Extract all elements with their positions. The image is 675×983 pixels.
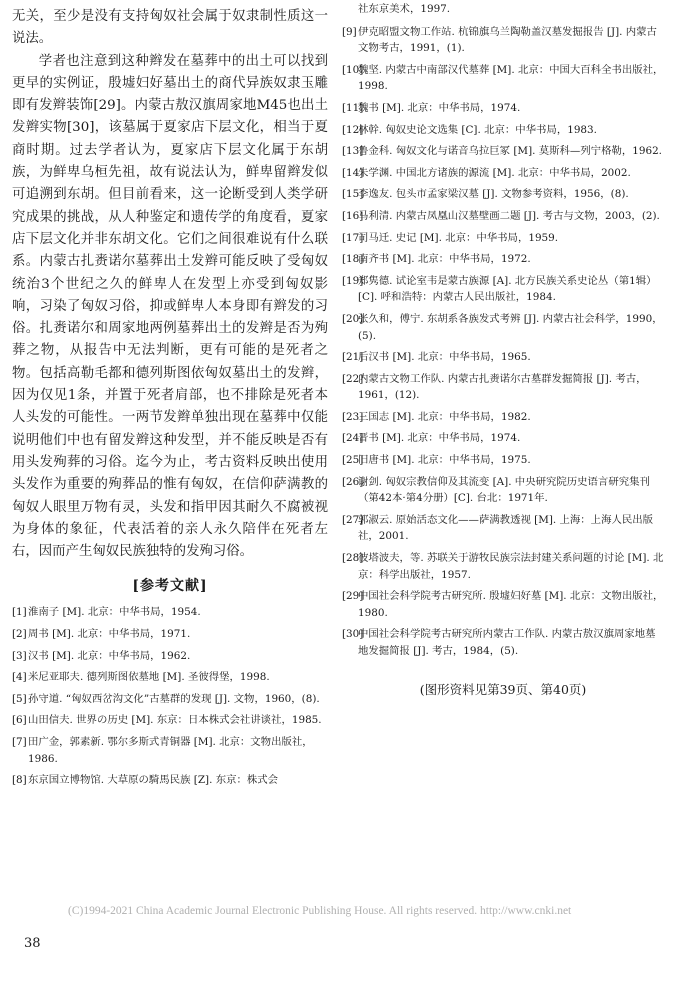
reference-item bbox=[12, 626, 328, 643]
reference-number: [4] bbox=[12, 671, 27, 684]
reference-number: [26] bbox=[342, 475, 364, 488]
reference-list-right bbox=[342, 24, 664, 660]
reference-item bbox=[342, 251, 664, 268]
reference-item bbox=[12, 648, 328, 665]
reference-item bbox=[342, 430, 664, 447]
reference-item bbox=[342, 208, 664, 225]
reference-text: 张久和，傅宁. 东胡系各族发式考辨 [J]. 内蒙古社会科学，1990，(5). bbox=[358, 312, 663, 342]
reference-item bbox=[12, 734, 328, 767]
right-column bbox=[342, 0, 664, 698]
reference-number: [7] bbox=[12, 735, 27, 748]
reference-text: 彼塔波夫，等. 苏联关于游牧民族宗法封建关系问题的讨论 [M]. 北京：科学出版社，1957. bbox=[358, 552, 664, 581]
reference-text: 中国社会科学院考古研究所. 殷墟妇好墓 [M]. 北京：文物出版社，1980. bbox=[358, 590, 664, 619]
reference-item bbox=[342, 550, 664, 583]
reference-number: [10] bbox=[342, 63, 364, 76]
reference-item bbox=[342, 122, 664, 139]
reference-item bbox=[12, 691, 328, 708]
reference-number: [19] bbox=[342, 274, 364, 287]
reference-item bbox=[12, 669, 328, 686]
reference-text: 东京国立博物馆. 大草原の騎馬民族 [Z]. 东京：株式会 bbox=[28, 774, 279, 787]
reference-text: 魏书 [M]. 北京：中华书局，1974. bbox=[358, 101, 521, 114]
reference-text: 孙守道. “匈奴西岔沟文化”古墓群的发现 [J]. 文物，1960，(8). bbox=[28, 692, 320, 705]
reference-item bbox=[12, 712, 328, 729]
reference-number: [15] bbox=[342, 188, 364, 201]
reference-number: [18] bbox=[342, 253, 364, 266]
reference-text: 晋书 [M]. 北京：中华书局，1974. bbox=[358, 432, 521, 445]
left-column bbox=[12, 0, 328, 794]
reference-text: 田广金，郭素新. 鄂尔多斯式青铜器 [M]. 北京：文物出版社，1986. bbox=[28, 735, 313, 765]
reference-number: [25] bbox=[342, 454, 364, 467]
reference-item bbox=[342, 626, 664, 659]
reference-number: [14] bbox=[342, 166, 364, 179]
figure-note: (图形资料见第39页、第40页) bbox=[419, 681, 587, 697]
reference-text: 汉书 [M]. 北京：中华书局，1962. bbox=[28, 649, 191, 662]
copyright-watermark: (C)1994-2021 China Academic Journal Electronic Publishing House. All rights reserved. http://www.cnki.net bbox=[68, 905, 572, 917]
reference-number: [20] bbox=[342, 312, 364, 325]
reference-item bbox=[342, 165, 664, 182]
reference-number: [1] bbox=[12, 606, 27, 619]
reference-text: 李逸友. 包头市孟家梁汉墓 [J]. 文物参考资料，1956，(8). bbox=[358, 188, 629, 201]
reference-item bbox=[342, 512, 664, 545]
reference-text: 旧唐书 [M]. 北京：中华书局，1975. bbox=[358, 454, 531, 467]
reference-number: [12] bbox=[342, 123, 364, 136]
reference-text: 马利清. 内蒙古凤凰山汉墓壁画二题 [J]. 考古与文物，2003，(2). bbox=[358, 209, 660, 222]
reference-number: [16] bbox=[342, 209, 364, 222]
reference-item bbox=[342, 273, 664, 306]
reference-item bbox=[12, 772, 328, 789]
reference-item bbox=[342, 230, 664, 247]
body-paragraph: 学者也注意到这种辫发在墓葬中的出土可以找到更早的实例证，殷墟妇好墓出土的商代异族奴隶玉雕即有发辫装饰[29]。内蒙古敖汉旗周家地M45也出土发辫实物[30]，该墓属于夏家店下层文化，相当于夏商时期。过去学者认为，夏家店下层文化属于东胡族，为鲜卑乌桓先祖，故有说法认为，鲜卑留辫发似可追溯到东胡。但目前看来，这一论断受到人类学研究成果的挑战，从人种鉴定和遗传学的角度看，夏家店下层文化并非东胡文化。它们之间很难说有什么联系。内蒙古扎赉诺尔墓葬出土发辫可能反映了受匈奴统治3个世纪之久的鲜卑人在发型上亦受到匈奴影响，习染了匈奴习俗，抑或鲜卑人本身即有辫发的习俗。扎赉诺尔和周家地两例墓葬出土的发辫是否为殉葬之物，从报告中无法判断，更有可能的是死者之物。包括高勒毛都和德列斯图依匈奴墓出土的发辫，因为仅见1条，并置于死者肩部，也不排除是死者本人头发的可能性。一两节发辫单独出现在墓葬中仅能说明他们中也有留发辫这种发型，并不能反映是否有用头发殉葬的习俗。迄今为止，考古资料反映出使用头发作为重要的殉葬品的惟有匈奴，在信仰萨满教的匈奴人眼里万物有灵，头发和指甲因其耐久不腐被视为身体的象征，代表活着的亲人永久陪伴在死者左右，因而产生匈奴民族独特的发殉习俗。 bbox=[12, 53, 328, 560]
reference-item bbox=[342, 186, 664, 203]
article-body bbox=[12, 6, 328, 563]
reference-number: [23] bbox=[342, 410, 364, 423]
reference-item bbox=[342, 452, 664, 469]
reference-number: [29] bbox=[342, 590, 364, 603]
reference-number: [22] bbox=[342, 372, 364, 385]
reference-item bbox=[342, 143, 664, 160]
reference-text: 魏坚. 内蒙古中南部汉代墓葬 [M]. 北京：中国大百科全书出版社，1998. bbox=[358, 63, 664, 93]
reference-list-left bbox=[12, 604, 328, 788]
page-number: 38 bbox=[24, 936, 41, 951]
reference-text: 淮南子 [M]. 北京：中华书局，1954. bbox=[28, 606, 201, 619]
reference-item bbox=[342, 371, 664, 404]
reference-item bbox=[342, 349, 664, 366]
reference-item bbox=[342, 100, 664, 117]
reference-number: [6] bbox=[12, 714, 27, 727]
reference-text: 伊克昭盟文物工作站. 杭锦旗乌兰陶勒盖汉墓发掘报告 [J]. 内蒙古文物考古，1991，(1). bbox=[358, 25, 657, 55]
reference-item bbox=[342, 409, 664, 426]
reference-number: [9] bbox=[342, 25, 357, 38]
reference-text: 中国社会科学院考古研究所内蒙古工作队. 内蒙古敖汉旗周家地墓地发掘简报 [J]. 考古，1984，(5). bbox=[358, 628, 656, 657]
reference-item bbox=[342, 311, 664, 344]
reference-number: [30] bbox=[342, 628, 364, 641]
reference-item bbox=[12, 604, 328, 621]
reference-text: 鲁金科. 匈奴文化与诺音乌拉巨冢 [M]. 莫斯科—列宁格勒，1962. bbox=[358, 145, 662, 158]
reference-item bbox=[342, 24, 664, 57]
reference-text: 司马迁. 史记 [M]. 北京：中华书局，1959. bbox=[358, 231, 559, 244]
reference-number: [3] bbox=[12, 649, 27, 662]
reference-text: 郭淑云. 原始活态文化——萨满教透视 [M]. 上海：上海人民出版社，2001. bbox=[358, 513, 654, 543]
reference-number: [21] bbox=[342, 351, 364, 364]
reference-item bbox=[342, 62, 664, 95]
reference-number: [5] bbox=[12, 692, 27, 705]
reference-text: 南齐书 [M]. 北京：中华书局，1972. bbox=[358, 253, 531, 266]
reference-text: 谢剑. 匈奴宗教信仰及其流变 [A]. 中央研究院历史语言研究集刊（第42本·第4分册）[C]. 台北：1971年. bbox=[358, 475, 650, 505]
reference-number: [11] bbox=[342, 101, 364, 114]
references-heading: [参考文献] bbox=[132, 578, 208, 595]
reference-text: 周书 [M]. 北京：中华书局，1971. bbox=[28, 628, 191, 641]
reference-text: 朱学渊. 中国北方诸族的源流 [M]. 北京：中华书局，2002. bbox=[358, 166, 631, 179]
reference-text: 林幹. 匈奴史论文选集 [C]. 北京：中华书局，1983. bbox=[358, 123, 597, 136]
reference-text: 米尼亚耶夫. 德列斯图依墓地 [M]. 圣彼得堡，1998. bbox=[28, 671, 270, 684]
reference-number: [28] bbox=[342, 552, 364, 565]
reference-item bbox=[342, 474, 664, 507]
reference-text: 后汉书 [M]. 北京：中华书局，1965. bbox=[358, 351, 531, 364]
reference-text: 山田信夫. 世界の历史 [M]. 东京：日本株式会社讲谈社，1985. bbox=[28, 714, 322, 727]
reference-text: 三国志 [M]. 北京：中华书局，1982. bbox=[358, 410, 531, 423]
reference-item bbox=[342, 588, 664, 621]
reference-text: 郑隽德. 试论室韦是蒙古族源 [A]. 北方民族关系史论丛（第1辑）[C]. 呼和浩特：内蒙古人民出版社，1984. bbox=[358, 274, 657, 304]
reference-continuation: 社东京美术，1997. bbox=[358, 3, 451, 15]
body-paragraph: 无关，至少是没有支持匈奴社会属于奴隶制性质这一说法。 bbox=[12, 9, 328, 47]
reference-number: [27] bbox=[342, 513, 364, 526]
reference-number: [24] bbox=[342, 432, 364, 445]
reference-number: [13] bbox=[342, 145, 364, 158]
reference-text: 内蒙古文物工作队. 内蒙古扎赉诺尔古墓群发掘简报 [J]. 考古，1961，(12). bbox=[358, 372, 647, 402]
reference-number: [8] bbox=[12, 774, 27, 787]
reference-number: [2] bbox=[12, 628, 27, 641]
reference-number: [17] bbox=[342, 231, 364, 244]
